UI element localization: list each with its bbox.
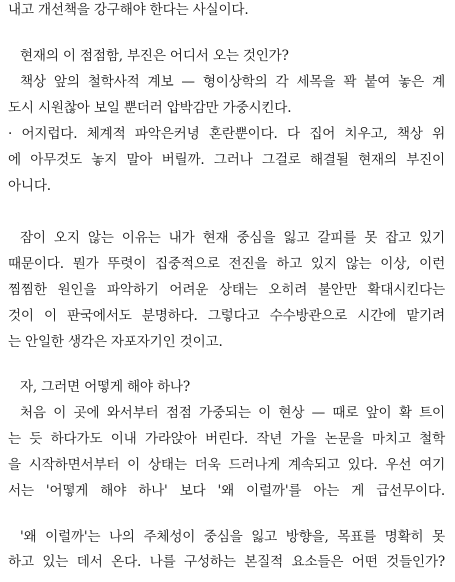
text-line: 도시 시원찮아 보일 뿐더러 압박감만 가중시킨다. xyxy=(8,100,292,116)
text-line: '왜 이럴까'는 나의 주체성이 중심을 잃고 방향을, 목표를 명확히 못 xyxy=(20,529,445,545)
text-line: 는 안일한 생각은 자포자기인 것이고. xyxy=(8,334,223,350)
text-line: 것이 이 판국에서도 분명하다. 그렇다고 수수방관으로 시간에 맡기려 xyxy=(8,308,445,324)
text-line: 책상 앞의 철학사적 계보 — 형이상학의 각 세목을 꽉 붙여 놓은 계 xyxy=(20,74,445,90)
text-line: 처음 이 곳에 와서부터 점점 가중되는 이 현상 — 때로 앞이 확 트이 xyxy=(20,405,445,421)
text-line: 잠이 오지 않는 이유는 내가 현재 중심을 잃고 갈피를 못 잡고 있기 xyxy=(20,230,445,246)
text-line: 하고 있는 데서 온다. 나를 구성하는 본질적 요소들은 어떤 것들인가? xyxy=(8,554,445,570)
text-line: 자, 그러면 어떻게 해야 하나? xyxy=(20,379,190,395)
text-line: 에 아무것도 놓지 말아 버릴까. 그러나 그걸로 해결될 현재의 부진이 xyxy=(8,152,445,168)
text-line: 서는 '어떻게 해야 하나' 보다 '왜 이럴까'를 아는 게 급선무이다. xyxy=(8,483,445,499)
text-line: 는 듯 하다가도 이내 가라앉아 버린다. 작년 가을 논문을 마치고 철학 xyxy=(8,431,445,447)
text-line: · 어지럽다. 체계적 파악은커녕 혼란뿐이다. 다 집어 치우고, 책상 위 xyxy=(8,126,445,142)
text-line: 찜찜한 원인을 파악하기 어려운 상태는 오히려 불안만 확대시킨다는 xyxy=(8,282,445,298)
text-line: 현재의 이 점점함, 부진은 어디서 오는 것인가? xyxy=(20,48,289,64)
text-line: 아니다. xyxy=(8,178,51,194)
text-line: 을 시작하면서부터 이 상태는 더욱 드러나게 계속되고 있다. 우선 여기 xyxy=(8,457,445,473)
text-line: 내고 개선책을 강구해야 한다는 사실이다. xyxy=(8,2,249,18)
text-line: 때문이다. 뭔가 뚜렷이 집중적으로 전진을 하고 있지 않는 이상, 이런 xyxy=(8,256,445,272)
